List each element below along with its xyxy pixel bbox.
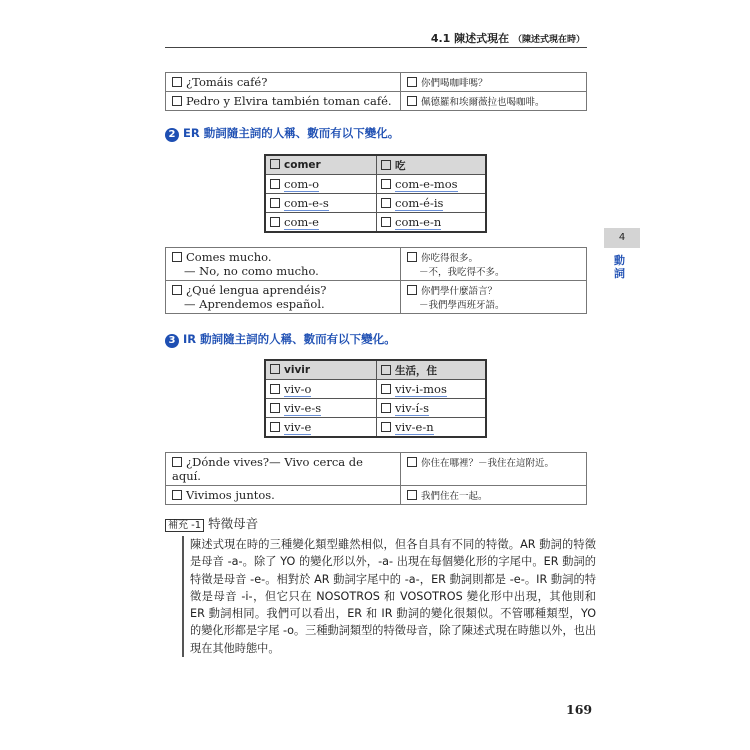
- chinese-cell: [401, 73, 587, 92]
- table-row: [265, 418, 486, 438]
- supplement-body: 陳述式現在時的三種變化類型雖然相似，但各自具有不同的特徵。AR 動詞的特徵是母音 -a-。除了 YO 的變化形以外，-a- 出現在每個變化形的字尾中。ER 動詞的特徵是母音 -e-。相對於 AR 動詞字尾中的 -a-，ER 動詞則都是 -e-。IR 動詞的特徵是母音 -i-，但它只在 NOSOTROS 和 VOSOTROS 變化形中出現，其他則和 ER 動詞相同。我們可以看出，ER 和 IR 動詞的變化很類似。不管哪種類型，YO 的變化形都是字尾 -o。三種動詞類型的特徵母音，除了陳述式現在時態以外，也出現在其他時態中。: [182, 536, 596, 657]
- checkbox-icon[interactable]: [172, 77, 182, 87]
- checkbox-icon[interactable]: [172, 285, 182, 295]
- conjugation-form: viv-í-s: [395, 401, 430, 415]
- table-row: [166, 248, 587, 281]
- section-heading-er: [165, 125, 399, 142]
- conjugation-form: viv-i-mos: [395, 382, 447, 396]
- verb-header: [265, 360, 377, 380]
- spanish-sentence: ¿Tomáis café?: [186, 75, 268, 89]
- checkbox-icon[interactable]: [172, 457, 182, 467]
- section-number-badge: 3: [165, 334, 179, 348]
- conjugation-form: com-e-n: [395, 215, 442, 229]
- spanish-cell: [166, 486, 401, 505]
- table-row: [265, 399, 486, 418]
- chinese-translation: 你們學什麼語言？: [421, 286, 498, 297]
- chinese-reply: －我們學西班牙語。: [419, 300, 505, 311]
- table-header-row: [265, 360, 486, 380]
- chinese-translation: 佩德羅和埃爾薇拉也喝咖啡。: [421, 97, 545, 108]
- plural-form: [377, 380, 487, 399]
- spanish-cell: [166, 92, 401, 111]
- chinese-translation: 我們住在一起。: [421, 491, 488, 502]
- chapter-side-label: 動詞: [614, 254, 625, 280]
- checkbox-icon[interactable]: [407, 252, 417, 262]
- conjugation-table-ir: [264, 359, 487, 438]
- conjugation-form: viv-e-n: [395, 420, 434, 434]
- conjugation-form: com-e: [284, 215, 319, 229]
- chinese-translation: 你住在哪裡？－我住在這附近。: [421, 458, 555, 469]
- page-number: 169: [566, 702, 593, 717]
- chapter-section-title: 4.1 陳述式現在: [430, 32, 510, 45]
- meaning-header: [377, 155, 487, 175]
- checkbox-icon[interactable]: [407, 285, 417, 295]
- conjugation-form: viv-o: [284, 382, 312, 396]
- meaning-header: [377, 360, 487, 380]
- checkbox-icon[interactable]: [270, 217, 280, 227]
- chapter-tab[interactable]: 4: [604, 228, 640, 248]
- checkbox-icon[interactable]: [270, 384, 280, 394]
- checkbox-icon[interactable]: [381, 384, 391, 394]
- chinese-cell: [401, 92, 587, 111]
- checkbox-icon[interactable]: [270, 364, 280, 374]
- chinese-cell: [401, 281, 587, 314]
- supplement-title: 特徵母音: [208, 516, 259, 531]
- conjugation-form: com-e-mos: [395, 177, 458, 191]
- section-title: IR 動詞隨主詞的人稱、數而有以下變化。: [183, 332, 396, 346]
- plural-form: [377, 213, 487, 233]
- checkbox-icon[interactable]: [381, 160, 391, 170]
- conjugation-form: viv-e-s: [284, 401, 322, 415]
- section-heading-ir: [165, 331, 396, 348]
- checkbox-icon[interactable]: [270, 403, 280, 413]
- checkbox-icon[interactable]: [407, 96, 417, 106]
- table-row: [166, 486, 587, 505]
- checkbox-icon[interactable]: [381, 365, 391, 375]
- checkbox-icon[interactable]: [381, 198, 391, 208]
- checkbox-icon[interactable]: [270, 179, 280, 189]
- checkbox-icon[interactable]: [270, 422, 280, 432]
- chinese-translation: 你們喝咖啡嗎？: [421, 78, 488, 89]
- verb-header: [265, 155, 377, 175]
- conjugation-table-er: [264, 154, 487, 233]
- singular-form: [265, 418, 377, 438]
- verb-meaning: 吃: [395, 159, 406, 172]
- table-header-row: [265, 155, 486, 175]
- checkbox-icon[interactable]: [381, 403, 391, 413]
- singular-form: [265, 399, 377, 418]
- singular-form: [265, 194, 377, 213]
- table-row: [265, 194, 486, 213]
- checkbox-icon[interactable]: [407, 490, 417, 500]
- conjugation-form: com-e-s: [284, 196, 329, 210]
- plural-form: [377, 418, 487, 438]
- spanish-cell: [166, 453, 401, 486]
- plural-form: [377, 194, 487, 213]
- spanish-cell: [166, 73, 401, 92]
- checkbox-icon[interactable]: [381, 422, 391, 432]
- checkbox-icon[interactable]: [407, 77, 417, 87]
- checkbox-icon[interactable]: [381, 217, 391, 227]
- spanish-sentence: ¿Qué lengua aprendéis?: [186, 283, 327, 297]
- chinese-cell: [401, 248, 587, 281]
- verb-infinitive: vivir: [284, 364, 311, 376]
- singular-form: [265, 380, 377, 399]
- section-number-badge: 2: [165, 128, 179, 142]
- checkbox-icon[interactable]: [270, 159, 280, 169]
- verb-meaning: 生活，住: [395, 364, 437, 377]
- singular-form: [265, 175, 377, 194]
- table-row: [166, 281, 587, 314]
- spanish-cell: [166, 281, 401, 314]
- spanish-cell: [166, 248, 401, 281]
- checkbox-icon[interactable]: [172, 252, 182, 262]
- example-table-er: [165, 247, 587, 314]
- example-table-ar: [165, 72, 587, 111]
- table-row: [166, 453, 587, 486]
- example-table-ir: [165, 452, 587, 505]
- spanish-sentence: Vivimos juntos.: [186, 488, 275, 502]
- spanish-reply: — Aprendemos español.: [184, 297, 325, 311]
- plural-form: [377, 175, 487, 194]
- verb-infinitive: comer: [284, 159, 321, 171]
- chinese-reply: －不，我吃得不多。: [419, 267, 505, 278]
- supplement-heading: [165, 514, 258, 532]
- conjugation-form: com-é-is: [395, 196, 444, 210]
- chinese-translation: 你吃得很多。: [421, 253, 479, 264]
- checkbox-icon[interactable]: [407, 457, 417, 467]
- checkbox-icon[interactable]: [172, 490, 182, 500]
- supplement-tag: 補充 -1: [165, 519, 204, 532]
- chinese-cell: [401, 453, 587, 486]
- running-header: [431, 30, 585, 46]
- conjugation-form: viv-e: [284, 420, 312, 434]
- table-row: [166, 92, 587, 111]
- header-rule: [165, 47, 587, 48]
- conjugation-form: com-o: [284, 177, 320, 191]
- table-row: [265, 380, 486, 399]
- table-row: [265, 213, 486, 233]
- chapter-section-subtitle: （陳述式現在時）: [512, 35, 585, 45]
- section-title: ER 動詞隨主詞的人稱、數而有以下變化。: [183, 126, 400, 140]
- spanish-sentence: ¿Dónde vives?— Vivo cerca de aquí.: [172, 455, 363, 483]
- chinese-cell: [401, 486, 587, 505]
- spanish-reply: — No, no como mucho.: [184, 264, 319, 278]
- checkbox-icon[interactable]: [172, 96, 182, 106]
- singular-form: [265, 213, 377, 233]
- spanish-sentence: Pedro y Elvira también toman café.: [186, 94, 392, 108]
- checkbox-icon[interactable]: [270, 198, 280, 208]
- plural-form: [377, 399, 487, 418]
- checkbox-icon[interactable]: [381, 179, 391, 189]
- spanish-sentence: Comes mucho.: [186, 250, 272, 264]
- table-row: [265, 175, 486, 194]
- table-row: [166, 73, 587, 92]
